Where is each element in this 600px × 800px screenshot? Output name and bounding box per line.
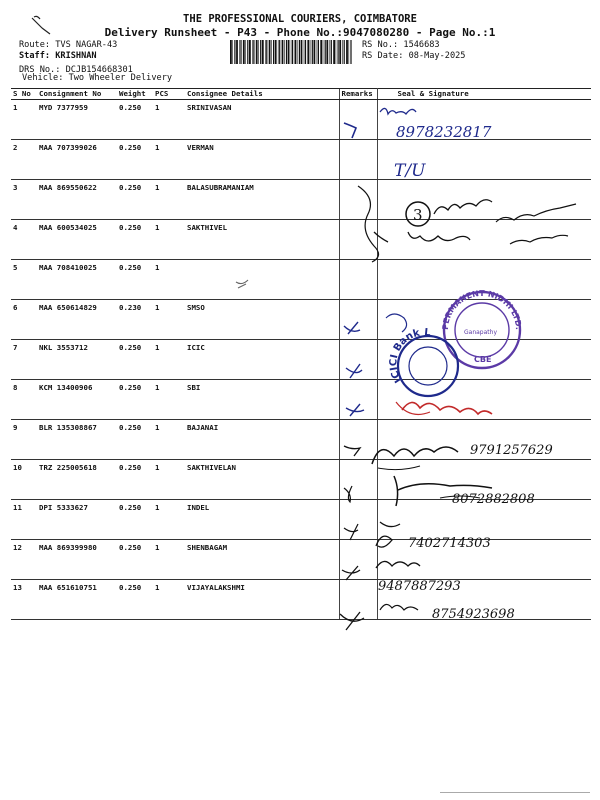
table-row	[11, 260, 591, 300]
pcs-cell: 1	[153, 380, 185, 420]
consignee-cell: VERMAN	[185, 140, 339, 180]
pcs-cell: 1	[153, 300, 185, 340]
barcode-bar	[318, 40, 319, 64]
route-label: Route: TVS NAGAR-43	[19, 40, 118, 50]
barcode-bar	[252, 40, 253, 64]
handwritten-phone: 8978232817	[396, 123, 492, 141]
remarks-cell	[339, 420, 377, 460]
remarks-cell	[339, 340, 377, 380]
pcs-cell: 1	[153, 180, 185, 220]
barcode-bar	[262, 40, 264, 64]
nidhi-stamp-text: PERMANENT NIDHI LTD.	[440, 288, 524, 331]
seal-signature-cell	[377, 260, 591, 300]
barcode-bar	[288, 40, 290, 64]
barcode-bar	[249, 40, 251, 64]
barcode-bar	[297, 40, 298, 64]
sno-cell: 2	[11, 140, 37, 180]
barcode-bar	[243, 40, 245, 64]
seal-signature-cell	[377, 500, 591, 540]
barcode-bar	[266, 40, 267, 64]
barcode-bar	[339, 40, 341, 64]
barcode-bar	[350, 40, 351, 64]
consignment-cell: MAA 708410025	[37, 260, 117, 300]
weight-cell: 0.250	[117, 420, 153, 460]
sno-cell: 3	[11, 180, 37, 220]
pcs-cell: 1	[153, 540, 185, 580]
remarks-cell	[339, 100, 377, 140]
route-info	[19, 40, 133, 76]
bank-stamp-text: ICICI Bank L	[388, 327, 432, 385]
staff-label: Staff: KRISHNAN	[19, 51, 97, 61]
weight-cell: 0.250	[117, 580, 153, 620]
table-header-row	[11, 89, 591, 100]
barcode	[230, 40, 354, 64]
table-row	[11, 500, 591, 540]
consignment-cell: MAA 869399980	[37, 540, 117, 580]
consignment-cell: TRZ 225005618	[37, 460, 117, 500]
barcode-bar	[331, 40, 332, 64]
barcode-bar	[275, 40, 277, 64]
barcode-bar	[286, 40, 287, 64]
barcode-bar	[344, 40, 345, 64]
barcode-bar	[256, 40, 258, 64]
barcode-bar	[326, 40, 328, 64]
vehicle-label: Vehicle: Two Wheeler Delivery	[22, 73, 173, 83]
drs-label: DRS No.: DCJB154668301	[19, 65, 133, 75]
barcode-bar	[338, 40, 339, 64]
consignment-cell: MAA 600534025	[37, 220, 117, 260]
table-row	[11, 180, 591, 220]
barcode-bar	[299, 40, 300, 64]
consignee-cell: SRINIVASAN	[185, 100, 339, 140]
consignment-cell: NKL 3553712	[37, 340, 117, 380]
seal-signature-cell	[377, 300, 591, 340]
table-row	[11, 340, 591, 380]
barcode-bar	[346, 40, 348, 64]
barcode-bar	[320, 40, 322, 64]
weight-cell: 0.230	[117, 300, 153, 340]
barcode-bar	[291, 40, 292, 64]
weight-cell: 0.250	[117, 180, 153, 220]
seal-signature-cell	[377, 220, 591, 260]
weight-cell: 0.250	[117, 460, 153, 500]
nidhi-stamp-sub: Ganapathy	[464, 329, 497, 336]
barcode-bar	[292, 40, 293, 64]
handwritten-phone: 7402714303	[408, 536, 491, 551]
barcode-bar	[271, 40, 272, 64]
table-row	[11, 140, 591, 180]
weight-cell: 0.250	[117, 220, 153, 260]
consignment-cell: MAA 707399026	[37, 140, 117, 180]
pcs-cell: 1	[153, 220, 185, 260]
remarks-cell	[339, 300, 377, 340]
consignee-cell: SMSO	[185, 300, 339, 340]
barcode-bar	[258, 40, 259, 64]
pcs-cell: 1	[153, 260, 185, 300]
seal-signature-cell	[377, 140, 591, 180]
barcode-bar	[301, 40, 303, 64]
weight-cell: 0.250	[117, 340, 153, 380]
rs-number: RS No.: 1546683	[362, 40, 440, 50]
remarks-cell	[339, 220, 377, 260]
col-weight: Weight	[117, 89, 153, 100]
seal-signature-cell	[377, 340, 591, 380]
weight-cell: 0.250	[117, 380, 153, 420]
col-seal-signature: Seal & Signature	[377, 89, 591, 100]
remarks-cell	[339, 540, 377, 580]
table-row	[11, 540, 591, 580]
sno-cell: 12	[11, 540, 37, 580]
barcode-bar	[273, 40, 274, 64]
table-row	[11, 300, 591, 340]
remarks-cell	[339, 580, 377, 620]
table-row	[11, 380, 591, 420]
weight-cell: 0.250	[117, 100, 153, 140]
consignee-cell: VIJAYALAKSHMI	[185, 580, 339, 620]
sno-cell: 9	[11, 420, 37, 460]
nidhi-stamp-place: CBE	[474, 355, 492, 364]
barcode-bar	[312, 40, 313, 64]
barcode-bar	[284, 40, 285, 64]
consignee-cell: SAKTHIVELAN	[185, 460, 339, 500]
seal-signature-cell	[377, 380, 591, 420]
seal-signature-cell	[377, 460, 591, 500]
barcode-bar	[279, 40, 280, 64]
remarks-cell	[339, 180, 377, 220]
barcode-bar	[325, 40, 326, 64]
barcode-bar	[282, 40, 284, 64]
handwritten-phone: 8072882808	[452, 492, 535, 507]
sno-cell: 1	[11, 100, 37, 140]
sno-cell: 4	[11, 220, 37, 260]
consignee-cell: SAKTHIVEL	[185, 220, 339, 260]
pcs-cell: 1	[153, 420, 185, 460]
company-title: THE PROFESSIONAL COURIERS, COIMBATORE	[183, 13, 417, 25]
barcode-bar	[232, 40, 233, 64]
barcode-bar	[236, 40, 238, 64]
barcode-bar	[336, 40, 337, 64]
sno-cell: 8	[11, 380, 37, 420]
handwritten-phone: 9487887293	[378, 579, 461, 594]
table-row	[11, 580, 591, 620]
col-consignee: Consignee Details	[185, 89, 339, 100]
consignee-cell: BALASUBRAMANIAM	[185, 180, 339, 220]
barcode-bar	[305, 40, 306, 64]
barcode-bar	[278, 40, 279, 64]
runsheet-title: Delivery Runsheet - P43 - Phone No.:9047080280 - Page No.:1	[104, 26, 496, 39]
handwritten-phone: 8754923698	[432, 607, 515, 622]
pcs-cell: 1	[153, 460, 185, 500]
barcode-bar	[342, 40, 343, 64]
consignee-cell: INDEL	[185, 500, 339, 540]
consignment-cell: MAA 869550622	[37, 180, 117, 220]
rs-date: RS Date: 08-May-2025	[362, 51, 466, 61]
sno-cell: 11	[11, 500, 37, 540]
barcode-bar	[304, 40, 305, 64]
barcode-bar	[333, 40, 335, 64]
barcode-bar	[307, 40, 309, 64]
consignment-cell: DPI 5333627	[37, 500, 117, 540]
seal-signature-cell	[377, 420, 591, 460]
barcode-bar	[310, 40, 311, 64]
consignee-cell: ICIC	[185, 340, 339, 380]
weight-cell: 0.250	[117, 500, 153, 540]
col-remarks: Remarks	[339, 89, 377, 100]
seal-signature-cell	[377, 580, 591, 620]
barcode-bar	[245, 40, 246, 64]
pcs-cell: 1	[153, 580, 185, 620]
consignee-cell	[185, 260, 339, 300]
barcode-bar	[265, 40, 266, 64]
col-pcs: PCS	[153, 89, 185, 100]
bottom-edge-line	[440, 792, 590, 793]
consignment-cell: MAA 650614829	[37, 300, 117, 340]
consignment-cell: BLR 135308867	[37, 420, 117, 460]
barcode-bar	[240, 40, 241, 64]
consignment-cell: MYD 7377959	[37, 100, 117, 140]
remarks-cell	[339, 500, 377, 540]
remarks-cell	[339, 140, 377, 180]
pcs-cell: 1	[153, 340, 185, 380]
weight-cell: 0.250	[117, 260, 153, 300]
sno-cell: 5	[11, 260, 37, 300]
barcode-bar	[349, 40, 350, 64]
handwritten-phone: 9791257629	[470, 443, 553, 458]
rs-info	[362, 40, 465, 62]
barcode-bar	[330, 40, 331, 64]
seal-signature-cell	[377, 180, 591, 220]
runsheet-table	[11, 88, 591, 620]
consignee-cell: SBI	[185, 380, 339, 420]
barcode-bar	[230, 40, 232, 64]
barcode-bar	[314, 40, 316, 64]
consignee-cell: BAJANAI	[185, 420, 339, 460]
consignee-cell: SHENBAGAM	[185, 540, 339, 580]
sno-cell: 7	[11, 340, 37, 380]
barcode-bar	[295, 40, 297, 64]
consignment-cell: KCM 13400906	[37, 380, 117, 420]
table-row	[11, 460, 591, 500]
barcode-bar	[260, 40, 261, 64]
barcode-bar	[269, 40, 271, 64]
remarks-cell	[339, 380, 377, 420]
sno-cell: 13	[11, 580, 37, 620]
remarks-cell	[339, 460, 377, 500]
sno-cell: 6	[11, 300, 37, 340]
barcode-bar	[239, 40, 240, 64]
handwritten-note: T/U	[394, 161, 426, 181]
table-row	[11, 220, 591, 260]
seal-signature-cell	[377, 100, 591, 140]
seal-signature-cell	[377, 540, 591, 580]
weight-cell: 0.250	[117, 540, 153, 580]
barcode-bar	[247, 40, 248, 64]
remarks-cell	[339, 260, 377, 300]
handwritten-note: 3	[413, 206, 423, 224]
barcode-bar	[317, 40, 318, 64]
barcode-bar	[323, 40, 324, 64]
pcs-cell: 1	[153, 500, 185, 540]
sno-cell: 10	[11, 460, 37, 500]
barcode-bar	[253, 40, 254, 64]
document-header	[0, 12, 600, 40]
pcs-cell: 1	[153, 140, 185, 180]
weight-cell: 0.250	[117, 140, 153, 180]
table-row	[11, 420, 591, 460]
table-row	[11, 100, 591, 140]
col-sno: S No	[11, 89, 37, 100]
pcs-cell: 1	[153, 100, 185, 140]
consignment-cell: MAA 651610751	[37, 580, 117, 620]
col-consignment: Consignment No	[37, 89, 117, 100]
barcode-bar	[234, 40, 235, 64]
